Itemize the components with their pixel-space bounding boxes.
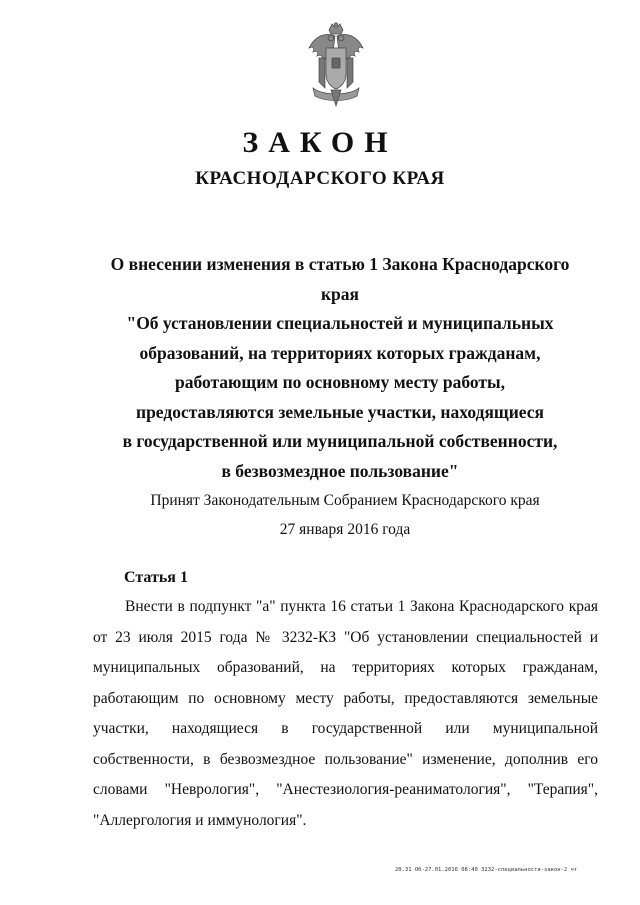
subject-line: работающим по основному месту работы, <box>174 372 506 392</box>
subject-line: в государственной или муниципальной собственности, <box>122 431 558 451</box>
adoption-note <box>0 486 640 544</box>
law-title: ЗАКОН <box>242 126 398 159</box>
subject-line: О внесении изменения в статью 1 Закона Краснодарского края <box>110 254 570 304</box>
subject-line: предоставляются земельные участки, находящиеся <box>135 401 544 422</box>
region-title: КРАСНОДАРСКОГО КРАЯ <box>195 168 445 189</box>
subject-line: "Об установлении специальностей и муниципальных <box>126 313 554 333</box>
adoption-body: Принят Законодательным Собранием Краснодарского края <box>150 492 540 509</box>
article-heading: Статья 1 <box>124 569 188 586</box>
subject-line: образований, на территориях которых гражданам, <box>139 342 541 363</box>
law-subject <box>90 250 590 486</box>
footer-stamp: 20.31 Об-27.01.2016 08:40 3232-специальности-закон-2 чт <box>395 867 578 873</box>
adoption-date: 27 января 2016 года <box>279 521 411 538</box>
coat-of-arms-icon <box>305 22 367 108</box>
subject-line: в безвозмездное пользование" <box>221 460 459 481</box>
article-body: Внести в подпункт "а" пункта 16 статьи 1 Закона Краснодарского края от 23 июля 2015 года № 3232-КЗ "Об установлении специальностей и муниципальных образований, на территориях которых гражданам, работающим по основному месту работы, предоставляются земельные участки, находящиеся в государственной или муниципальной собственности, в безвозмездное пользование" изменение, дополнив его словами "Неврология", "Анестезиология-реаниматология", "Терапия", "Аллергология и иммунология". <box>93 598 598 829</box>
